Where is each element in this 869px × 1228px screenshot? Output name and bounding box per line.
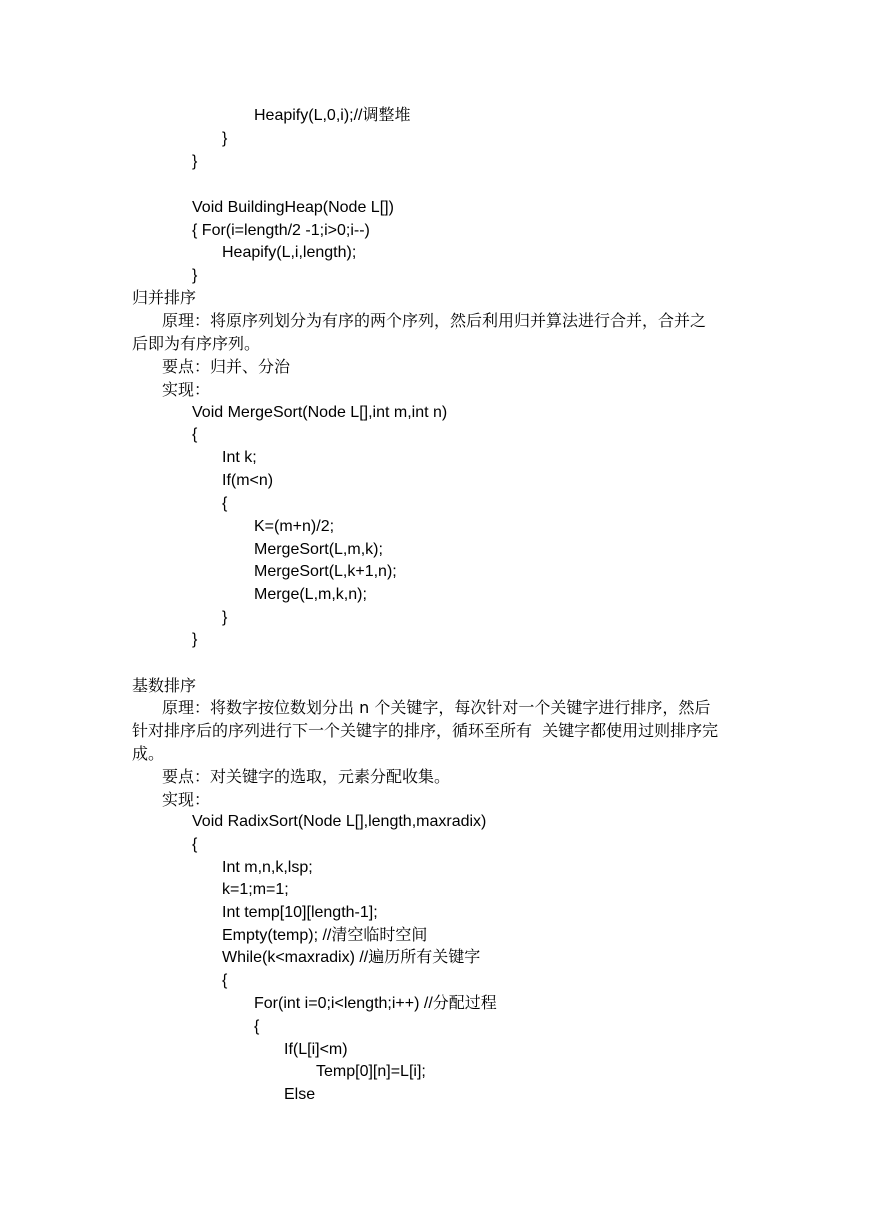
key-points-text: 要点：归并、分治 [162, 357, 291, 376]
code-line: Heapify(L,i,length); [222, 244, 357, 261]
key-points-text: 要点：对关键字的选取，元素分配收集。 [162, 767, 451, 786]
code-line: Merge(L,m,k,n); [254, 586, 367, 603]
code-line: { [254, 1018, 260, 1035]
code-line: k=1;m=1; [222, 881, 289, 898]
code-line: Else [284, 1086, 316, 1103]
code-line: { [192, 836, 198, 853]
implementation-label: 实现： [162, 380, 211, 399]
code-line: Empty(temp); //清空临时空间 [222, 927, 428, 944]
code-line: { [222, 972, 228, 989]
code-line: } [192, 631, 198, 648]
code-line: { For(i=length/2 -1;i>0;i--) [192, 222, 370, 239]
code-line: Int m,n,k,lsp; [222, 859, 313, 876]
code-line: { [192, 426, 198, 443]
code-line: Void BuildingHeap(Node L[]) [192, 199, 394, 216]
section-heading-merge-sort: 归并排序 [132, 288, 197, 307]
code-line: MergeSort(L,k+1,n); [254, 563, 397, 580]
code-line: } [222, 130, 228, 147]
code-line: } [192, 153, 198, 170]
principle-text: 针对排序后的序列进行下一个关键字的排序，循环至所有 关键字都使用过则排序完 [132, 721, 719, 740]
code-line: Int k; [222, 449, 257, 466]
code-line: K=(m+n)/2; [254, 518, 335, 535]
principle-text: 原理：将原序列划分为有序的两个序列，然后利用归并算法进行合并，合并之 [162, 311, 707, 330]
code-line: Temp[0][n]=L[i]; [316, 1063, 426, 1080]
code-line: } [222, 609, 228, 626]
section-heading-radix-sort: 基数排序 [132, 676, 197, 695]
code-line: Heapify(L,0,i);//调整堆 [254, 107, 411, 124]
principle-text: 原理：将数字按位数划分出 n 个关键字，每次针对一个关键字进行排序，然后 [162, 698, 711, 717]
principle-text: 后即为有序序列。 [132, 334, 261, 353]
principle-text: 成。 [132, 744, 165, 763]
code-line: MergeSort(L,m,k); [254, 541, 383, 558]
code-line: For(int i=0;i<length;i++) //分配过程 [254, 995, 497, 1012]
code-line: Void RadixSort(Node L[],length,maxradix) [192, 813, 487, 830]
code-line: } [192, 267, 198, 284]
code-line: Void MergeSort(Node L[],int m,int n) [192, 404, 448, 421]
code-line: Int temp[10][length-1]; [222, 904, 378, 921]
code-line: While(k<maxradix) //遍历所有关键字 [222, 949, 481, 966]
code-line: If(L[i]<m) [284, 1041, 348, 1058]
implementation-label: 实现： [162, 790, 211, 809]
code-line: { [222, 495, 228, 512]
code-line: If(m<n) [222, 472, 274, 489]
